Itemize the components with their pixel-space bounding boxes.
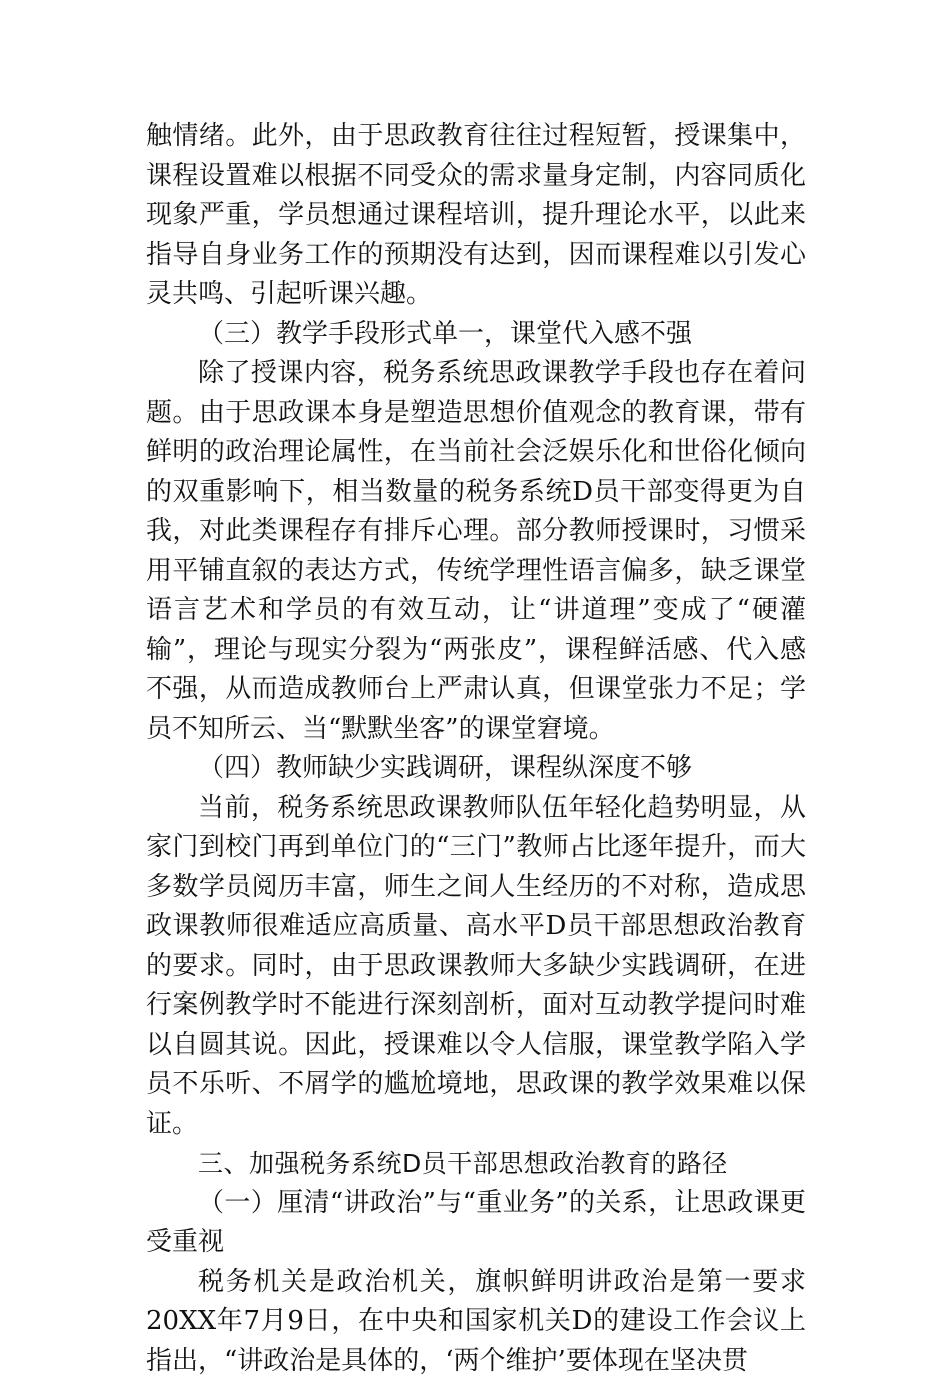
section-heading-1: （一）厘清“讲政治”与“重业务”的关系，让思政课更受重视 (146, 1184, 806, 1263)
paragraph-continuation: 触情绪。此外，由于思政教育往往过程短暂，授课集中，课程设置难以根据不同受众的需求量身定制，内容同质化现象严重，学员想通过课程培训，提升理论水平，以此来指导自身业务工作的预期没有达到，因而课程难以引发心灵共鸣、引起听课兴趣。 (146, 117, 806, 315)
paragraph-tax-organs: 税务机关是政治机关，旗帜鲜明讲政治是第一要求20XX年7月9日，在中央和国家机关D的建设工作会议上指出，“讲政治是具体的，‘两个维护’要体现在坚决贯 (146, 1263, 806, 1381)
section-heading-3: （三）教学手段形式单一，课堂代入感不强 (146, 315, 806, 355)
document-body (146, 117, 806, 1381)
paragraph-teaching-methods: 除了授课内容，税务系统思政课教学手段也存在着问题。由于思政课本身是塑造思想价值观念的教育课，带有鲜明的政治理论属性，在当前社会泛娱乐化和世俗化倾向的双重影响下，相当数量的税务系统D员干部变得更为自我，对此类课程存有排斥心理。部分教师授课时，习惯采用平铺直叙的表达方式，传统学理性语言偏多，缺乏课堂语言艺术和学员的有效互动，让“讲道理”变成了“硬灌输”，理论与现实分裂为“两张皮”，课程鲜活感、代入感不强，从而造成教师台上严肃认真，但课堂张力不足；学员不知所云、当“默默坐客”的课堂窘境。 (146, 354, 806, 749)
section-heading-4: （四）教师缺少实践调研，课程纵深度不够 (146, 749, 806, 789)
chapter-heading-3: 三、加强税务系统D员干部思想政治教育的路径 (146, 1144, 806, 1184)
paragraph-teacher-practice: 当前，税务系统思政课教师队伍年轻化趋势明显，从家门到校门再到单位门的“三门”教师占比逐年提升，而大多数学员阅历丰富，师生之间人生经历的不对称，造成思政课教师很难适应高质量、高水平D员干部思想政治教育的要求。同时，由于思政课教师大多缺少实践调研，在进行案例教学时不能进行深刻剖析，面对互动教学提问时难以自圆其说。因此，授课难以令人信服，课堂教学陷入学员不乐听、不屑学的尴尬境地，思政课的教学效果难以保证。 (146, 789, 806, 1145)
